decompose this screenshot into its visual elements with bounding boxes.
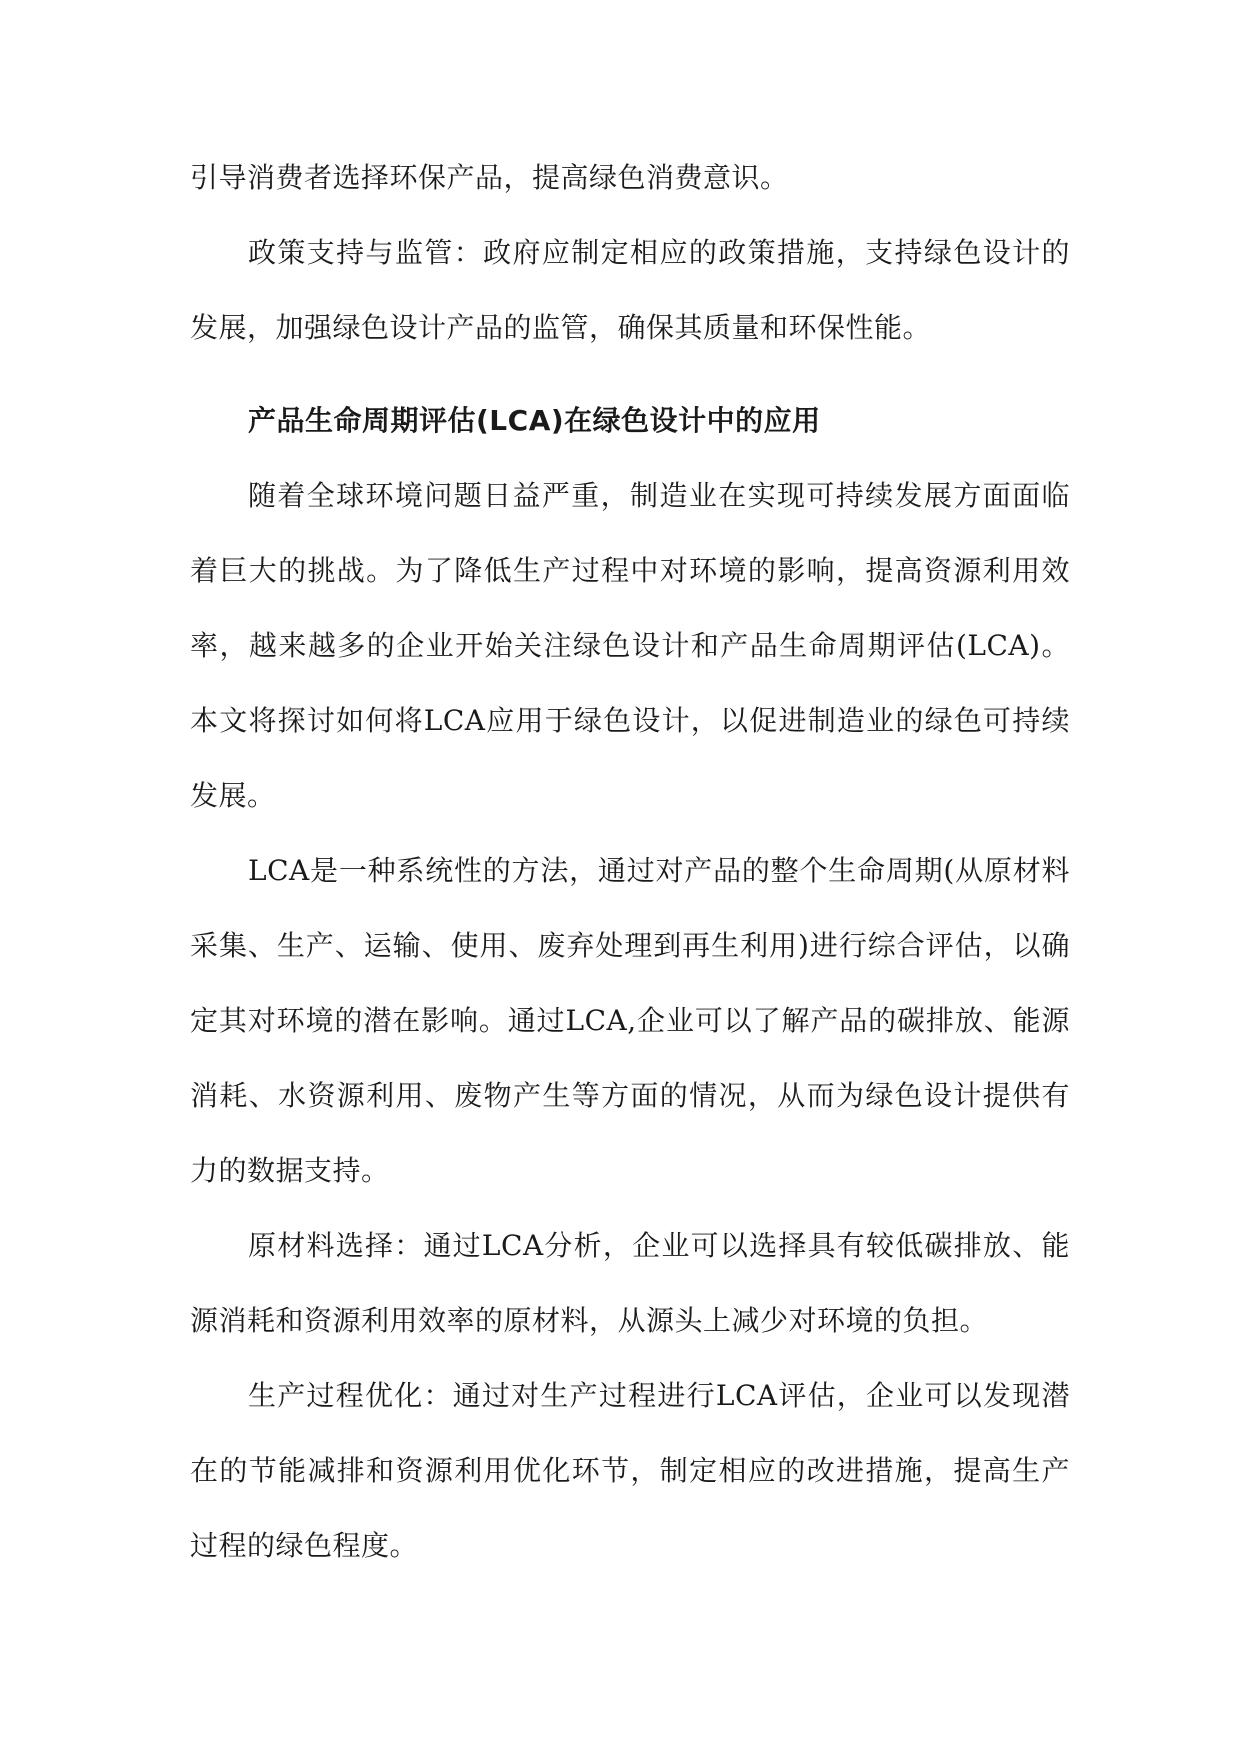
paragraph-lca-intro: 随着全球环境问题日益严重，制造业在实现可持续发展方面面临着巨大的挑战。为了降低生产过程中对环境的影响，提高资源利用效率，越来越多的企业开始关注绿色设计和产品生命周期评估(LCA)。本文将探讨如何将LCA应用于绿色设计，以促进制造业的绿色可持续发展。	[190, 479, 1070, 812]
paragraph-lca-definition: LCA是一种系统性的方法，通过对产品的整个生命周期(从原材料采集、生产、运输、使用、废弃处理到再生利用)进行综合评估，以确定其对环境的潜在影响。通过LCA,企业可以了解产品的碳排放、能源消耗、水资源利用、废物产生等方面的情况，从而为绿色设计提供有力的数据支持。	[190, 854, 1070, 1187]
paragraph-consumer-awareness: 引导消费者选择环保产品，提高绿色消费意识。	[190, 161, 789, 194]
paragraph-production-optimization: 生产过程优化：通过对生产过程进行LCA评估，企业可以发现潜在的节能减排和资源利用优化环节，制定相应的改进措施，提高生产过程的绿色程度。	[190, 1379, 1070, 1562]
section-heading-lca: 产品生命周期评估(LCA)在绿色设计中的应用	[248, 404, 821, 437]
document-body	[190, 140, 1070, 1583]
paragraph-policy-support: 政策支持与监管：政府应制定相应的政策措施，支持绿色设计的发展，加强绿色设计产品的监管，确保其质量和环保性能。	[190, 236, 1070, 344]
paragraph-raw-material-selection: 原材料选择：通过LCA分析，企业可以选择具有较低碳排放、能源消耗和资源利用效率的原材料，从源头上减少对环境的负担。	[190, 1229, 1070, 1337]
